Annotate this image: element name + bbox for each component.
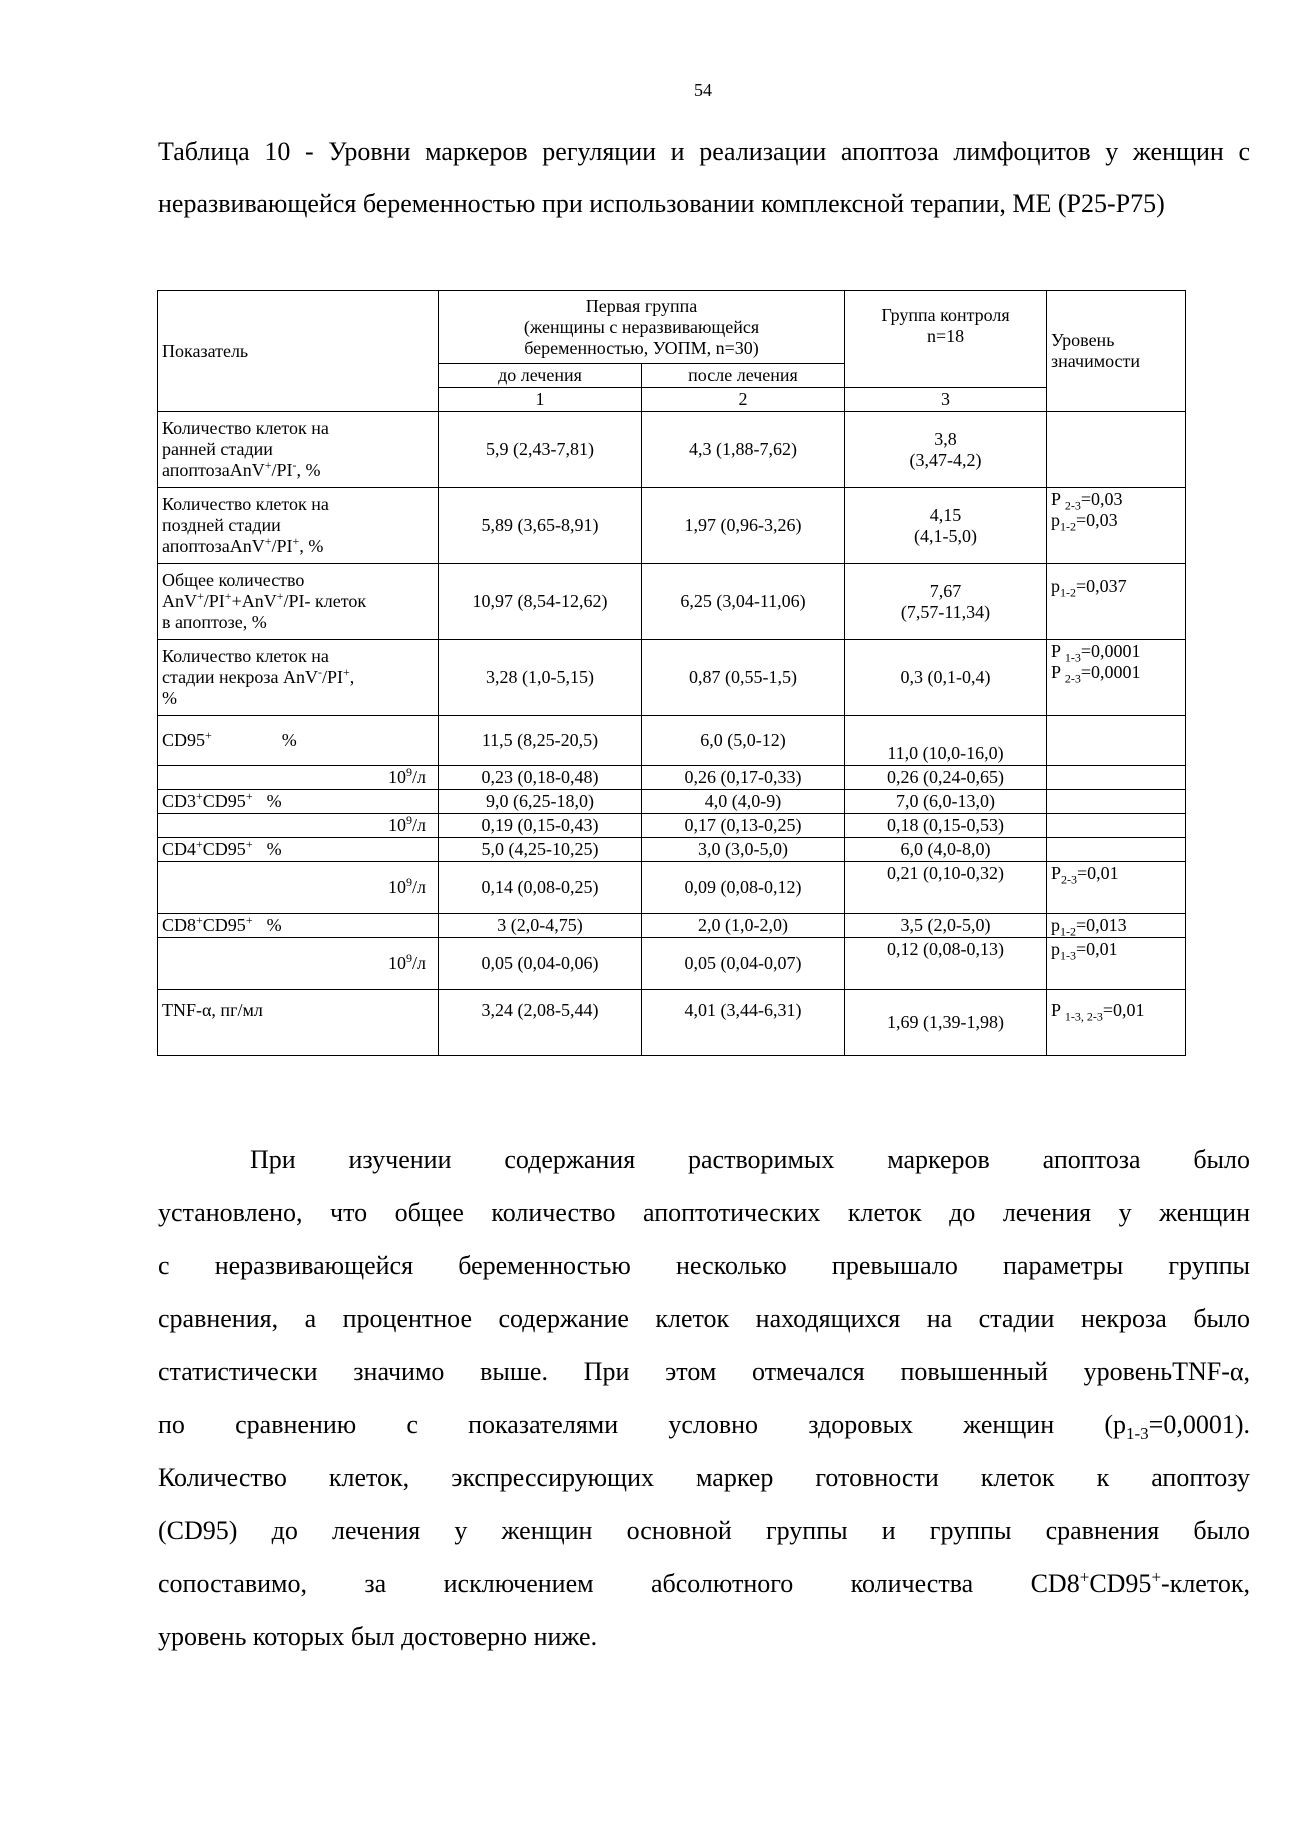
- cell-before: 3 (2,0-4,75): [439, 914, 642, 938]
- cell-after: 4,3 (1,88-7,62): [642, 412, 845, 488]
- header-col2: 2: [642, 388, 845, 412]
- cell-after: 0,87 (0,55-1,5): [642, 640, 845, 716]
- row-label: Общее количество AnV+/PI++AnV+/PI- клеток в апоптозе, %: [158, 564, 439, 640]
- cell-control: 7,0 (6,0-13,0): [845, 790, 1047, 814]
- cell-before: 0,23 (0,18-0,48): [439, 766, 642, 790]
- cell-before: 0,14 (0,08-0,25): [439, 862, 642, 914]
- cell-control: 0,26 (0,24-0,65): [845, 766, 1047, 790]
- cell-after: 6,25 (3,04-11,06): [642, 564, 845, 640]
- cell-control: 0,18 (0,15-0,53): [845, 814, 1047, 838]
- table-row-necrosis: [158, 640, 1186, 716]
- cell-before: 9,0 (6,25-18,0): [439, 790, 642, 814]
- cell-significance: $p_{1-2}=0,037$: [1047, 564, 1186, 640]
- cell-significance: [1047, 790, 1186, 814]
- cell-after: 0,17 (0,13-0,25): [642, 814, 845, 838]
- cell-control: 7,67 (7,57-11,34): [845, 564, 1047, 640]
- table-row-total-apoptosis: [158, 564, 1186, 640]
- table-row-early-apoptosis: [158, 412, 1186, 488]
- cell-after: 0,09 (0,08-0,12): [642, 862, 845, 914]
- row-label: TNF-α, пг/мл: [158, 990, 439, 1056]
- header-group1: Первая группа (женщины с неразвивающейся беременностью, УОПМ, n=30): [439, 291, 845, 364]
- cell-before: 0,19 (0,15-0,43): [439, 814, 642, 838]
- page-number: 54: [694, 80, 712, 100]
- cell-significance: P $_{1-3, 2-3}$=0,01: [1047, 990, 1186, 1056]
- cell-control: 1,69 (1,39-1,98): [845, 990, 1047, 1056]
- cell-before: 5,89 (3,65-8,91): [439, 488, 642, 564]
- table-row-late-apoptosis: [158, 488, 1186, 564]
- cell-significance: $p_{1-2}=0,013$: [1047, 914, 1186, 938]
- row-label: CD3+CD95+ %: [158, 790, 439, 814]
- row-unit: $10^9/л$: [158, 862, 439, 914]
- cell-after: 0,05 (0,04-0,07): [642, 938, 845, 990]
- cell-after: 0,26 (0,17-0,33): [642, 766, 845, 790]
- cell-before: 10,97 (8,54-12,62): [439, 564, 642, 640]
- cell-before: 5,0 (4,25-10,25): [439, 838, 642, 862]
- cell-after: 4,01 (3,44-6,31): [642, 990, 845, 1056]
- table-caption: Таблица 10 - Уровни маркеров регуляции и реализации апоптоза лимфоцитов у женщин с неразвивающейся беременностью при использовании комплексной терапии, МЕ (P25-P75): [158, 137, 1250, 218]
- body-paragraph: При изучении содержания растворимых маркеров апоптоза было установлено, что общее количество апоптотических клеток до лечения у женщин с неразвивающейся беременностью несколько превышало параметры группы сравнения, а процентное содержание клеток находящихся на стадии некроза было статистически значимо выше. При этом отмечался повышенный уровеньTNF-α, по сравнению с показателями условно здоровых женщин $(p_{1-3}=0,0001)$. Количество клеток, экспрессирующих маркер готовности клеток к апоптозу (CD95) до лечения у женщин основной группы и группы сравнения было сопоставимо, за исключением абсолютного количества CD8+CD95+-клеток, уровень которых был достоверно ниже.: [158, 1145, 1250, 1651]
- cell-control: 4,15 (4,1-5,0): [845, 488, 1047, 564]
- table-row-tnf: [158, 990, 1186, 1056]
- row-label: CD95+ %: [158, 716, 439, 766]
- table-row-cd3cd95-abs: [158, 814, 1186, 838]
- table-row-cd95-pct: [158, 716, 1186, 766]
- row-unit: $10^9/л$: [158, 766, 439, 790]
- cell-before: 0,05 (0,04-0,06): [439, 938, 642, 990]
- row-label: CD8+CD95+ %: [158, 914, 439, 938]
- header-after: после лечения: [642, 364, 845, 388]
- cell-control: 6,0 (4,0-8,0): [845, 838, 1047, 862]
- cell-before: 5,9 (2,43-7,81): [439, 412, 642, 488]
- cell-control: 0,3 (0,1-0,4): [845, 640, 1047, 716]
- cell-significance: [1047, 766, 1186, 790]
- cell-after: 6,0 (5,0-12): [642, 716, 845, 766]
- cell-significance: [1047, 412, 1186, 488]
- row-label: CD4+CD95+ %: [158, 838, 439, 862]
- cell-significance: $P_{2-3}=0,01$: [1047, 862, 1186, 914]
- row-label: Количество клеток на поздней стадии апоптозаAnV+/PI+, %: [158, 488, 439, 564]
- cell-control: 0,21 (0,10-0,32): [845, 862, 1047, 914]
- cell-significance: [1047, 716, 1186, 766]
- row-label: Количество клеток на стадии некроза AnV-/PI+, %: [158, 640, 439, 716]
- cell-significance: [1047, 814, 1186, 838]
- cell-control: 0,12 (0,08-0,13): [845, 938, 1047, 990]
- header-significance: Уровень значимости: [1047, 291, 1186, 412]
- header-col1: 1: [439, 388, 642, 412]
- cell-significance: $p_{1-3}=0,01$: [1047, 938, 1186, 990]
- cell-significance: P $_{1-3}$=0,0001 P $_{2-3}$=0,0001: [1047, 640, 1186, 716]
- cell-after: 3,0 (3,0-5,0): [642, 838, 845, 862]
- header-col3: 3: [845, 388, 1047, 412]
- cell-before: 11,5 (8,25-20,5): [439, 716, 642, 766]
- row-unit: $10^9/л$: [158, 938, 439, 990]
- table-row-cd8cd95-pct: [158, 914, 1186, 938]
- cell-control: 3,5 (2,0-5,0): [845, 914, 1047, 938]
- table-row-cd3cd95-pct: [158, 790, 1186, 814]
- table-row-cd4cd95-pct: [158, 838, 1186, 862]
- header-indicator: Показатель: [158, 291, 439, 412]
- row-unit: $10^9/л$: [158, 814, 439, 838]
- header-row: [158, 291, 1186, 364]
- table-row-cd95-abs: [158, 766, 1186, 790]
- cell-before: 3,28 (1,0-5,15): [439, 640, 642, 716]
- cell-significance: P $_{2-3}$=0,03 $p_{1-2}=0,03$: [1047, 488, 1186, 564]
- cell-after: 1,97 (0,96-3,26): [642, 488, 845, 564]
- table-row-cd4cd95-abs: [158, 862, 1186, 914]
- header-before: до лечения: [439, 364, 642, 388]
- cell-control: 11,0 (10,0-16,0): [845, 716, 1047, 766]
- cell-control: 3,8 (3,47-4,2): [845, 412, 1047, 488]
- row-label: Количество клеток на ранней стадии апоптозаAnV+/PI-, %: [158, 412, 439, 488]
- cell-before: 3,24 (2,08-5,44): [439, 990, 642, 1056]
- header-control: Группа контроля n=18: [845, 291, 1047, 388]
- data-table: [157, 290, 1186, 1056]
- cell-after: 2,0 (1,0-2,0): [642, 914, 845, 938]
- table-row-cd8cd95-abs: [158, 938, 1186, 990]
- cell-significance: [1047, 838, 1186, 862]
- cell-after: 4,0 (4,0-9): [642, 790, 845, 814]
